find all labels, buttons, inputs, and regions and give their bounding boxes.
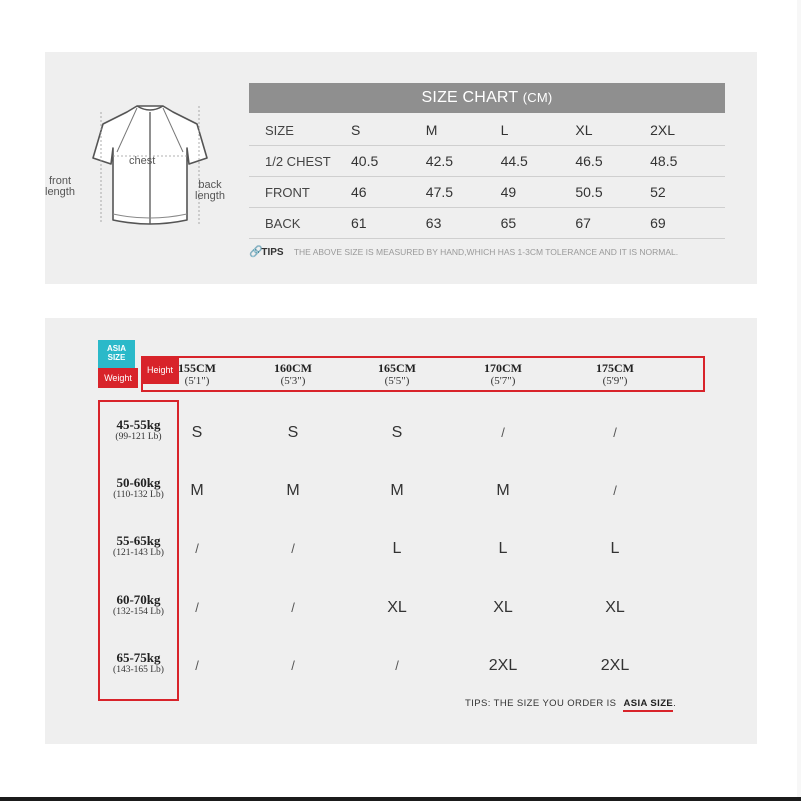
- asia-size-cell: M: [390, 482, 404, 499]
- weight-lb: (121-143 Lb): [113, 548, 164, 558]
- height-cm: 165CM: [378, 361, 416, 375]
- size-table-cell: 47.5: [426, 177, 501, 208]
- height-column-header: [357, 362, 437, 387]
- size-table-cell: XL: [575, 115, 650, 146]
- size-table-cell: 65: [501, 208, 576, 239]
- height-cm: 160CM: [274, 361, 312, 375]
- size-table-cell: 69: [650, 208, 725, 239]
- asia-size-cell: /: [195, 658, 199, 673]
- size-table-cell: 48.5: [650, 146, 725, 177]
- asia-size-cell: /: [395, 658, 399, 673]
- weight-row-header: [100, 476, 177, 501]
- asia-tip-prefix: TIPS: THE SIZE YOU ORDER IS: [465, 698, 617, 709]
- back-length-label: back length: [195, 179, 225, 202]
- size-table-row: [249, 177, 725, 208]
- size-row-label: SIZE: [249, 115, 351, 146]
- size-row-label: FRONT: [249, 177, 351, 208]
- size-table-cell: 46.5: [575, 146, 650, 177]
- height-column-header: [463, 362, 543, 387]
- size-table-row: [249, 115, 725, 146]
- asia-size-badge: ASIA SIZE: [98, 340, 135, 368]
- size-chart-title-main: SIZE CHART: [421, 89, 519, 106]
- height-ft: (5'9"): [602, 375, 628, 387]
- size-table-cell: 2XL: [650, 115, 725, 146]
- size-table-cell: 49: [501, 177, 576, 208]
- size-table: [249, 115, 725, 239]
- height-cm: 170CM: [484, 361, 522, 375]
- size-chart-panel: [45, 52, 757, 284]
- size-table-cell: 67: [575, 208, 650, 239]
- size-table-cell: L: [501, 115, 576, 146]
- weight-kg: 45-55kg: [116, 417, 161, 432]
- size-table-cell: 46: [351, 177, 426, 208]
- right-edge: [797, 0, 801, 801]
- asia-tip-emphasis: ASIA SIZE: [623, 698, 673, 712]
- size-table-row: [249, 208, 725, 239]
- size-table-cell: 50.5: [575, 177, 650, 208]
- weight-kg: 65-75kg: [116, 650, 161, 665]
- asia-size-cell: XL: [493, 599, 513, 616]
- asia-size-cell: L: [392, 540, 402, 557]
- size-table-cell: 52: [650, 177, 725, 208]
- weight-kg: 60-70kg: [116, 592, 161, 607]
- asia-size-cell: /: [291, 541, 295, 556]
- asia-size-cell: L: [498, 540, 508, 557]
- weight-kg: 50-60kg: [116, 475, 161, 490]
- asia-size-cell: S: [391, 424, 403, 441]
- asia-size-cell: S: [287, 424, 299, 441]
- chest-label: chest: [129, 155, 156, 167]
- tips-icon: 🔗: [249, 246, 263, 258]
- size-chart-title-unit: (CM): [522, 90, 553, 105]
- size-row-label: BACK: [249, 208, 351, 239]
- weight-row-header: [100, 418, 177, 443]
- height-column-header: [157, 362, 237, 387]
- weight-lb: (132-154 Lb): [113, 607, 164, 617]
- height-ft: (5'1"): [184, 375, 210, 387]
- tips-label: TIPS: [261, 247, 284, 258]
- asia-size-cell: /: [291, 658, 295, 673]
- height-cm: 175CM: [596, 361, 634, 375]
- size-table-cell: M: [426, 115, 501, 146]
- height-column-header: [253, 362, 333, 387]
- asia-size-cell: S: [191, 424, 203, 441]
- asia-size-cell: /: [291, 600, 295, 615]
- asia-size-cell: /: [613, 483, 617, 498]
- asia-size-cell: 2XL: [600, 657, 630, 674]
- bottom-edge: [0, 797, 801, 801]
- tips-text: THE ABOVE SIZE IS MEASURED BY HAND,WHICH HAS 1-3CM TOLERANCE AND IT IS NORMAL.: [293, 247, 679, 257]
- asia-size-cell: L: [610, 540, 620, 557]
- asia-size-cell: XL: [605, 599, 625, 616]
- size-chart-title: [249, 83, 725, 113]
- asia-size-cell: 2XL: [488, 657, 518, 674]
- jersey-diagram: [45, 92, 235, 237]
- size-table-cell: S: [351, 115, 426, 146]
- height-column-header: [575, 362, 655, 387]
- size-table-cell: 40.5: [351, 146, 426, 177]
- asia-tip-suffix: .: [673, 698, 677, 709]
- weight-kg: 55-65kg: [116, 533, 161, 548]
- size-table-cell: 61: [351, 208, 426, 239]
- asia-size-cell: XL: [387, 599, 407, 616]
- asia-size-panel: [45, 318, 757, 744]
- asia-size-cell: M: [190, 482, 204, 499]
- asia-size-cell: /: [613, 425, 617, 440]
- weight-row-header: [100, 534, 177, 559]
- asia-size-cell: /: [195, 600, 199, 615]
- asia-size-cell: M: [496, 482, 510, 499]
- weight-row-header: [100, 651, 177, 676]
- weight-lb: (99-121 Lb): [115, 432, 162, 442]
- weight-label: Weight: [98, 368, 138, 388]
- asia-size-tip: [465, 698, 676, 709]
- height-ft: (5'3"): [280, 375, 306, 387]
- height-cm: 155CM: [178, 361, 216, 375]
- height-label: Height: [141, 356, 179, 384]
- asia-size-cell: M: [286, 482, 300, 499]
- front-length-label: front length: [45, 175, 75, 198]
- asia-size-cell: /: [195, 541, 199, 556]
- size-table-cell: 44.5: [501, 146, 576, 177]
- height-ft: (5'5"): [384, 375, 410, 387]
- size-table-cell: 42.5: [426, 146, 501, 177]
- height-ft: (5'7"): [490, 375, 516, 387]
- size-table-cell: 63: [426, 208, 501, 239]
- weight-row-header: [100, 593, 177, 618]
- asia-size-cell: /: [501, 425, 505, 440]
- size-table-row: [249, 146, 725, 177]
- weight-lb: (143-165 Lb): [113, 665, 164, 675]
- size-row-label: 1/2 CHEST: [249, 146, 351, 177]
- weight-lb: (110-132 Lb): [113, 490, 164, 500]
- measurement-tips: [249, 245, 749, 259]
